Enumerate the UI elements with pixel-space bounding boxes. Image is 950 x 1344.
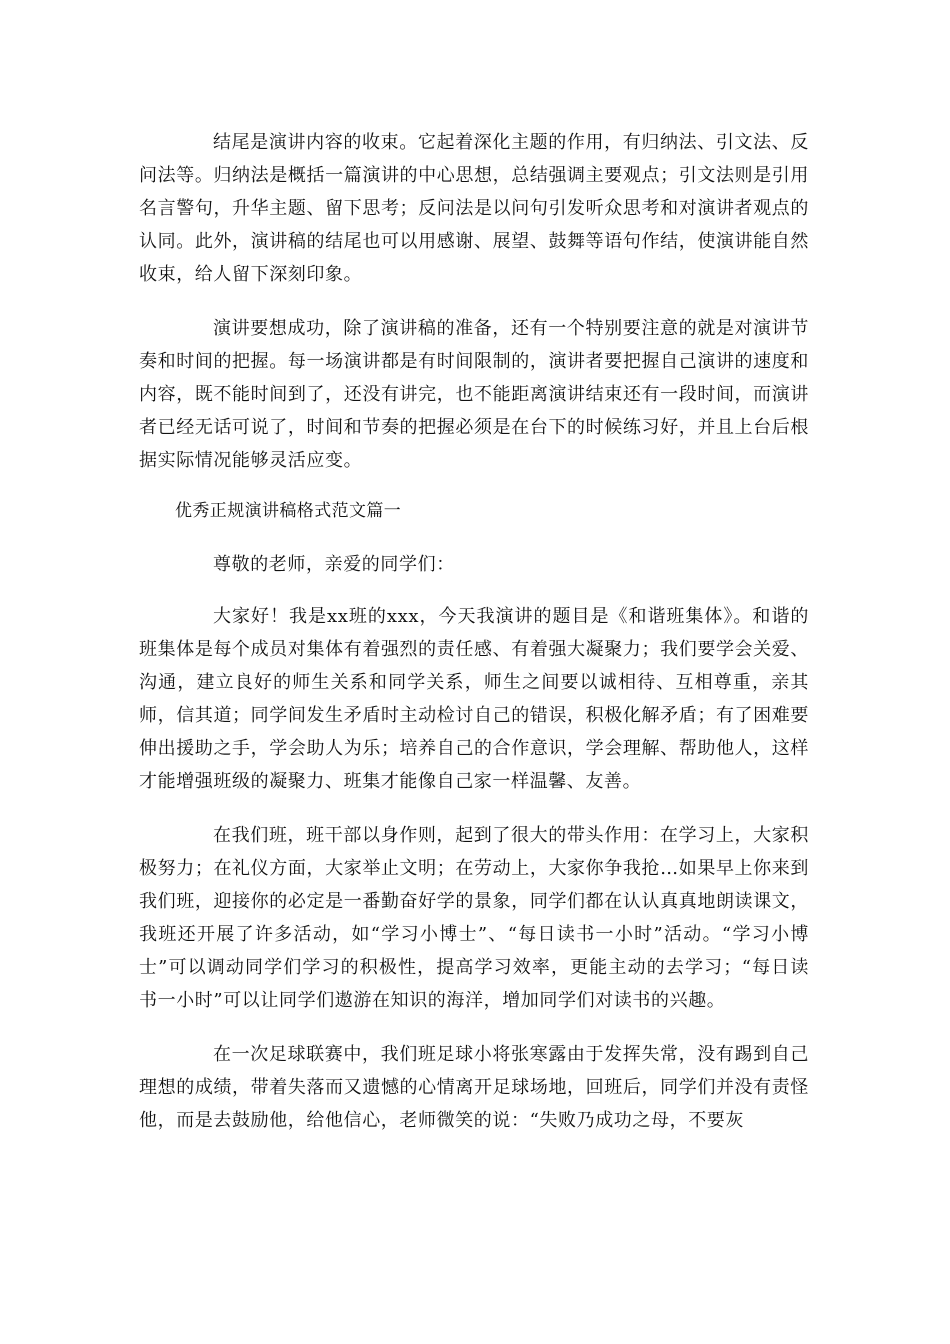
paragraph-speech-timing: 演讲要想成功，除了演讲稿的准备，还有一个特别要注意的就是对演讲节奏和时间的把握。每一场演讲都是有时间限制的，演讲者要把握自己演讲的速度和内容，既不能时间到了，还没有讲完，也不能距离演讲结束还有一段时间，而演讲者已经无话可说了，时间和节奏的把握必须是在台下的时候练习好，并且上台后根据实际情况能够灵活应变。: [139, 318, 809, 471]
salutation: 尊敬的老师，亲爱的同学们：: [213, 554, 455, 575]
section-heading: 优秀正规演讲稿格式范文篇一: [175, 501, 402, 521]
paragraph-football-match: 在一次足球联赛中，我们班足球小将张寒露由于发挥失常，没有踢到自己理想的成绩，带着失落而又遗憾的心情离开足球场地，回班后，同学们并没有责怪他，而是去鼓励他，给他信心，老师微笑的说：“失败乃成功之母，不要灰: [139, 1044, 809, 1131]
paragraph-greeting: 大家好！我是xx班的xxx，今天我演讲的题目是《和谐班集体》。和谐的班集体是每个成员对集体有着强烈的责任感、有着强大凝聚力；我们要学会关爱、沟通，建立良好的师生关系和同学关系，师生之间要以诚相待、互相尊重，亲其师，信其道；同学间发生矛盾时主动检讨自己的错误，积极化解矛盾；有了困难要伸出援助之手，学会助人为乐；培养自己的合作意识，学会理解、帮助他人，这样才能增强班级的凝聚力、班集才能像自己家一样温馨、友善。: [139, 606, 809, 792]
paragraph-class-activities: 在我们班，班干部以身作则，起到了很大的带头作用：在学习上，大家积极努力；在礼仪方面，大家举止文明；在劳动上，大家你争我抢…如果早上你来到我们班，迎接你的必定是一番勤奋好学的景象，同学们都在认认真真地朗读课文，我班还开展了许多活动，如“学习小博士”、“每日读书一小时”活动。“学习小博士”可以调动同学们学习的积极性，提高学习效率，更能主动的去学习；“每日读书一小时”可以让同学们遨游在知识的海洋，增加同学们对读书的兴趣。: [139, 825, 809, 1011]
paragraph-speech-ending: 结尾是演讲内容的收束。它起着深化主题的作用，有归纳法、引文法、反问法等。归纳法是概括一篇演讲的中心思想，总结强调主要观点；引文法则是引用名言警句，升华主题、留下思考；反问法是以问句引发听众思考和对演讲者观点的认同。此外，演讲稿的结尾也可以用感谢、展望、鼓舞等语句作结，使演讲能自然收束，给人留下深刻印象。: [139, 132, 809, 285]
document-body: [139, 126, 809, 1137]
